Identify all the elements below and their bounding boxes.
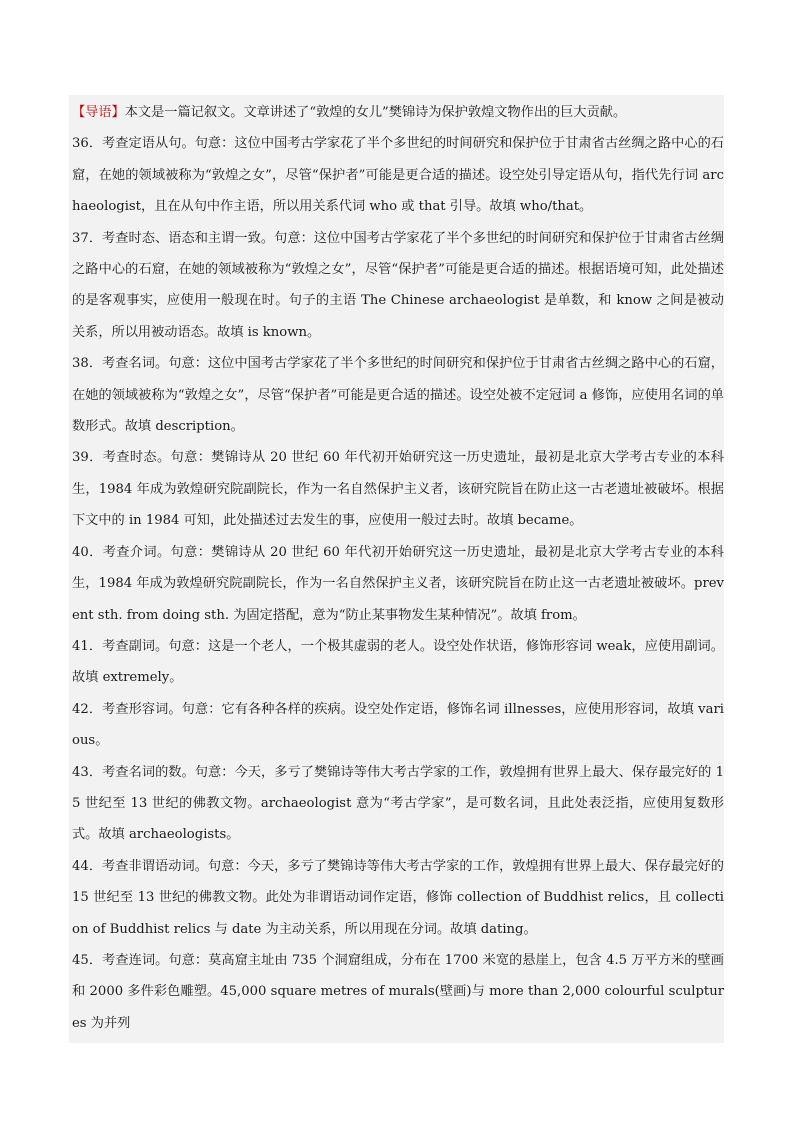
explanation-item: 45．考查连词。句意：莫高窟主址由 735 个洞窟组成，分布在 1700 米宽的悬崖上，包含 4.5 万平方米的壁画和 2000 多件彩色雕塑。45,000 square metres of murals(壁画)与 more than 2,000 colourful sculptures 为并列 — [72, 952, 724, 1031]
explanation-item: 42．考查形容词。句意：它有各种各样的疾病。设空处作定语，修饰名词 illnesses，应使用形容词，故填 various。 — [72, 701, 724, 749]
explanation-item: 38．考查名词。句意：这位中国考古学家花了半个多世纪的时间研究和保护位于甘肃省古丝绸之路中心的石窟，在她的领域被称为“敦煌之女”，尽管“保护者”可能是更合适的描述。设空处被不定冠词 a 修饰，应使用名词的单数形式。故填 description。 — [72, 356, 724, 435]
explanation-item: 41．考查副词。句意：这是一个老人，一个极其虚弱的老人。设空处作状语，修饰形容词 weak，应使用副词。故填 extremely。 — [72, 638, 724, 686]
explanation-item: 37．考查时态、语态和主谓一致。句意：这位中国考古学家花了半个多世纪的时间研究和保护位于甘肃省古丝绸之路中心的石窟，在她的领域被称为“敦煌之女”，尽管“保护者”可能是更合适的描述。根据语境可知，此处描述的是客观事实，应使用一般现在时。句子的主语 The Chinese archaeologist 是单数，和 know 之间是被动关系，所以用被动语态。故填 is known。 — [72, 230, 724, 340]
explanation-item: 39．考查时态。句意：樊锦诗从 20 世纪 60 年代初开始研究这一历史遗址，最初是北京大学考古专业的本科生，1984 年成为敦煌研究院副院长，作为一名自然保护主义者，该研究院旨在防止这一古老遗址被破坏。根据下文中的 in 1984 可知，此处描述过去发生的事，应使用一般过去时。故填 became。 — [72, 450, 724, 529]
explanation-item: 43．考查名词的数。句意：今天，多亏了樊锦诗等伟大考古学家的工作，敦煌拥有世界上最大、保存最完好的 15 世纪至 13 世纪的佛教文物。archaeologist 意为“考古学家”，是可数名词，且此处表泛指，应使用复数形式。故填 archaeologists。 — [72, 764, 724, 843]
lead-paragraph — [72, 97, 724, 128]
explanation-item: 44．考查非谓语动词。句意：今天，多亏了樊锦诗等伟大考古学家的工作，敦煌拥有世界上最大、保存最完好的 15 世纪至 13 世纪的佛教文物。此处为非谓语动词作定语，修饰 collection of Buddhist relics，且 collection of Buddhist relics 与 date 为主动关系，所以用现在分词。故填 dating。 — [72, 858, 724, 937]
lead-tag: 【导语】 — [72, 105, 125, 120]
explanation-item: 40．考查介词。句意：樊锦诗从 20 世纪 60 年代初开始研究这一历史遗址，最初是北京大学考古专业的本科生，1984 年成为敦煌研究院副院长，作为一名自然保护主义者，该研究院旨在防止这一古老遗址被破坏。prevent sth. from doing sth. 为固定搭配，意为“防止某事物发生某种情况”。故填 from。 — [72, 544, 724, 623]
explanation-item: 36．考查定语从句。句意：这位中国考古学家花了半个多世纪的时间研究和保护位于甘肃省古丝绸之路中心的石窟，在她的领域被称为“敦煌之女”，尽管“保护者”可能是更合适的描述。设空处引导定语从句，指代先行词 archaeologist，且在从句中作主语，所以用关系代词 who 或 that 引导。故填 who/that。 — [72, 136, 724, 215]
lead-text: 本文是一篇记叙文。文章讲述了“敦煌的女儿”樊锦诗为保护敦煌文物作出的巨大贡献。 — [124, 105, 627, 120]
answer-explanation-block — [69, 95, 724, 1043]
